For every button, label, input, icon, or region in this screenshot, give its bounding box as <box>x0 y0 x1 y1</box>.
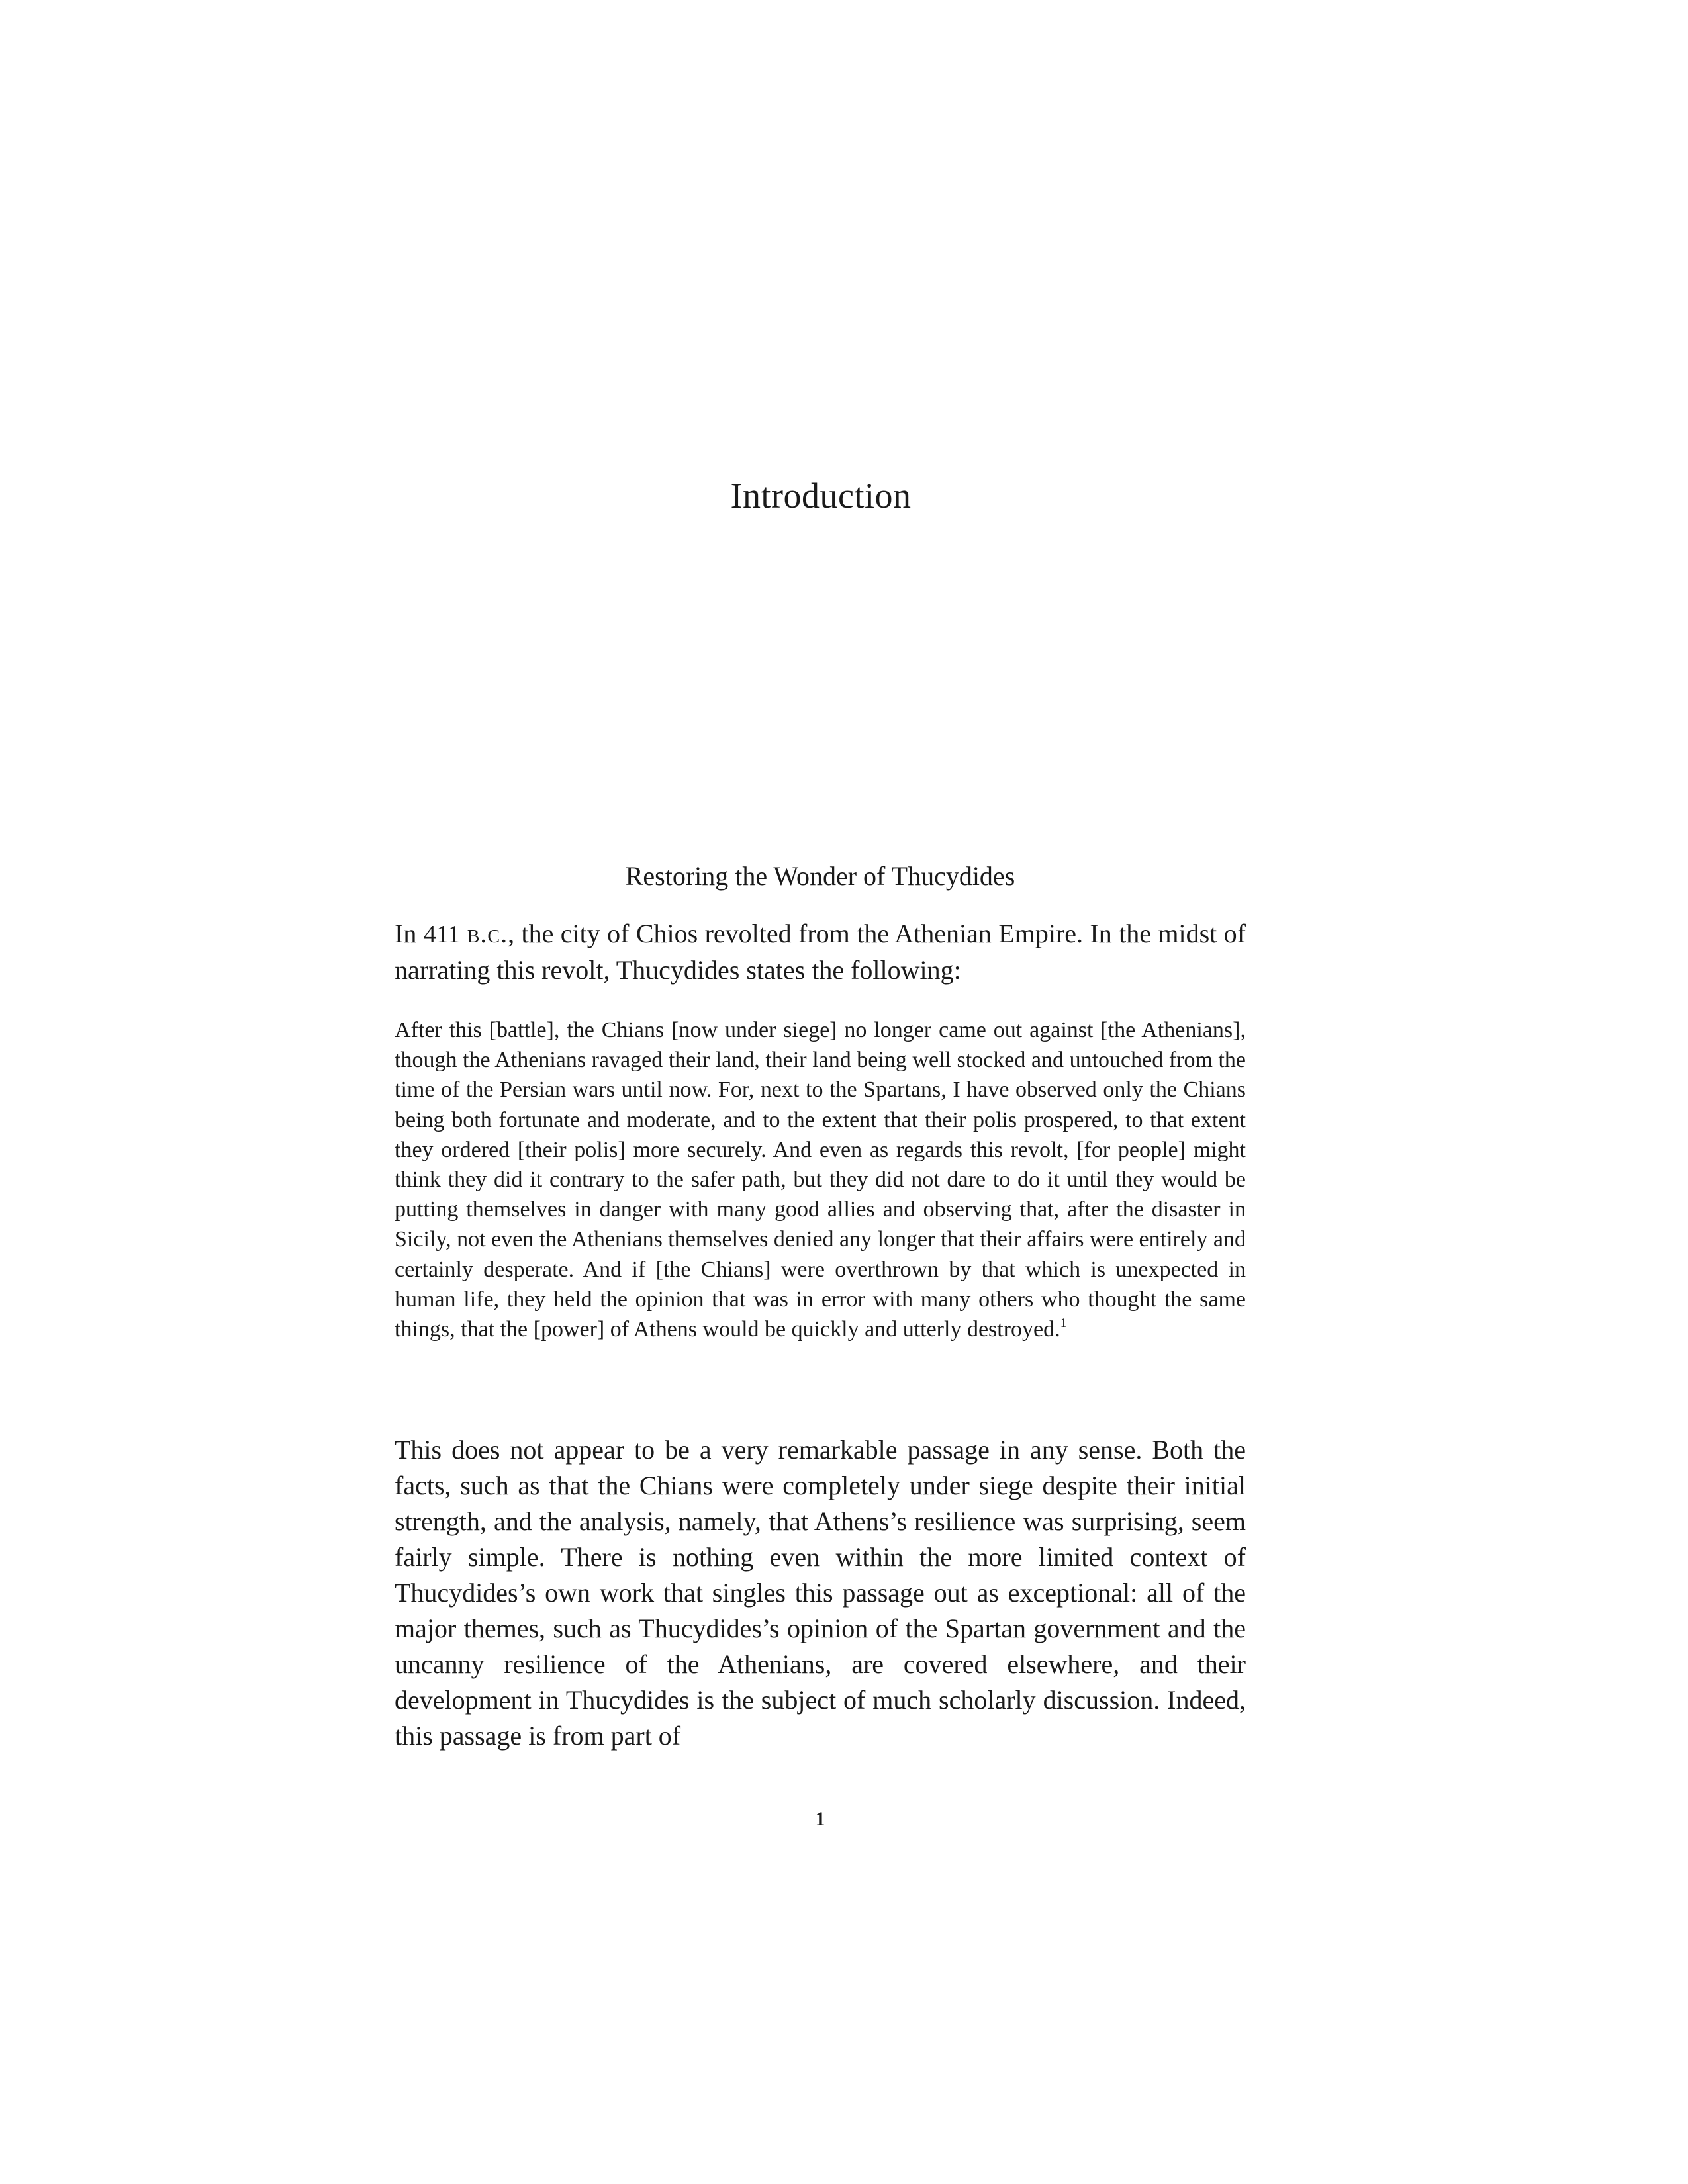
intro-year: 411 <box>423 921 461 948</box>
quote-text: After this [battle], the Chians [now under siege] no longer came out against [the Athenians], though the Athenians ravaged their land, their land being well stocked and untouched from the time of the Persian wars until now. For, next to the Spartans, I have observed only the Chians being both fortunate and moderate, and to the extent that their polis prospered, to that extent they ordered [their polis] more securely. And even as regards this revolt, [for people] might think they did it contrary to the safer path, but they did not dare to do it until they would be putting themselves in danger with many good allies and observing that, after the disaster in Sicily, not even the Athenians themselves denied any longer that their affairs were entirely and certainly desperate. And if [the Chians] were overthrown by that which is unexpected in human life, they held the opinion that was in error with many others who thought the same things, that the [power] of Athens would be quickly and utterly destroyed. <box>395 1018 1246 1342</box>
block-quote <box>395 1015 1246 1344</box>
page-number: 1 <box>815 1808 825 1830</box>
chapter-title: Introduction <box>730 476 912 516</box>
body-paragraph <box>395 1432 1246 1754</box>
section-title: Restoring the Wonder of Thucydides <box>625 861 1015 891</box>
intro-paragraph <box>395 916 1246 988</box>
footnote-reference[interactable]: 1 <box>1060 1316 1067 1331</box>
body-text: This does not appear to be a very remarkable passage in any sense. Both the facts, such as that the Chians were completely under siege despite their initial strength, and the analysis, namely, that Athens’s resilience was surprising, seem fairly simple. There is nothing even within the more limited context of Thucydides’s own work that singles this passage out as exceptional: all of the major themes, such as Thucydides’s opinion of the Spartan government and the uncanny resilience of the Athenians, are covered elsewhere, and their development in Thucydides is the subject of much scholarly discussion. Indeed, this passage is from part of <box>395 1435 1246 1751</box>
intro-text: , the city of Chios revolted from the Athenian Empire. In the midst of narrating this revolt, Thucydides states the following: <box>395 919 1246 985</box>
intro-era: b.c. <box>467 919 508 948</box>
intro-prefix: In <box>395 919 424 948</box>
